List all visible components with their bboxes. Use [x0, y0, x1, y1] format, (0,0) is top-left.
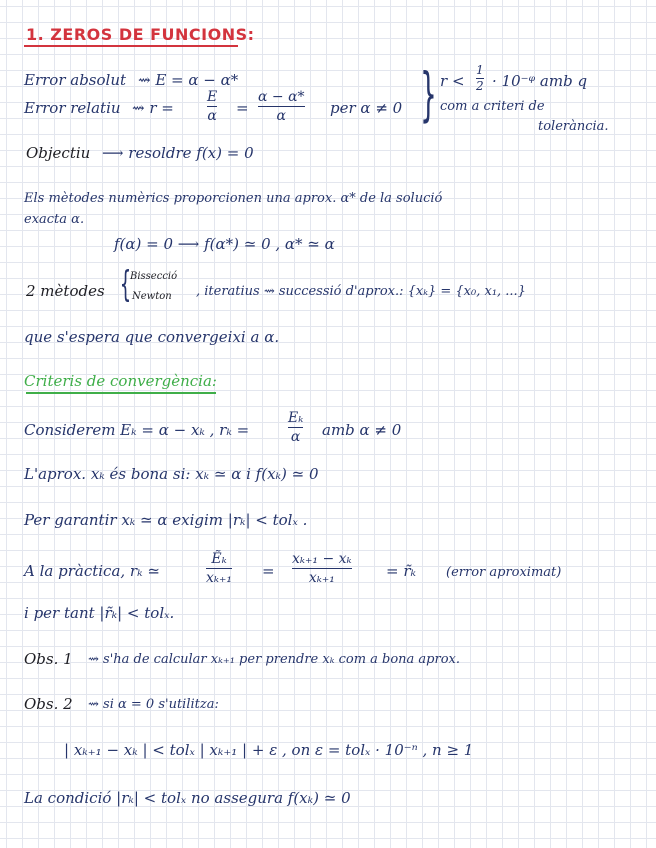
rel-frac-2-den: α: [276, 108, 286, 124]
right-brace-icon: }: [420, 60, 437, 128]
practice-frac-2: [292, 551, 352, 586]
practice-frac-1: [206, 551, 232, 586]
tolerance-line-1-post: · 10⁻ᵠ amb q: [492, 72, 588, 90]
practice-pre: A la pràctica, rₖ ≃: [24, 562, 160, 580]
rel-error-formula: ⇝ r =: [132, 99, 174, 117]
intro-line-1: Els mètodes numèrics proporcionen una aprox. α* de la solució: [24, 191, 443, 206]
objective-label: Objectiu: [26, 144, 91, 162]
obs2-label: Obs. 2: [24, 695, 73, 713]
rel-error-label: Error relatiu: [24, 99, 121, 117]
intro-line-2: exacta α.: [24, 212, 85, 227]
tolerance-line-2: com a criteri de: [440, 99, 545, 114]
section-title: 1. ZEROS DE FUNCIONS:: [26, 25, 255, 44]
practice-note: (error aproximat): [446, 565, 562, 580]
rel-frac-2-num: α − α*: [258, 89, 305, 105]
obs2-text: ⇝ si α = 0 s'utilitza:: [88, 697, 219, 712]
consider-post: amb α ≠ 0: [322, 421, 402, 439]
practice-post: = r̃ₖ: [386, 562, 416, 580]
intro-formula: f(α) = 0 ⟶ f(α*) ≃ 0 , α* ≃ α: [114, 235, 335, 253]
expect-text: que s'espera que convergeixi a α.: [24, 328, 280, 346]
obs1-text: ⇝ s'ha de calcular xₖ₊₁ per prendre xₖ com a bona aprox.: [88, 652, 461, 667]
consider-text: Considerem Eₖ = α − xₖ , rₖ =: [24, 421, 250, 439]
good-approx-text: L'aprox. xₖ és bona si: xₖ ≃ α i f(xₖ) ≃ 0: [24, 465, 319, 483]
rel-frac-1-den: α: [207, 108, 217, 124]
objective-text: ⟶ resoldre f(x) = 0: [102, 144, 254, 162]
tolerance-formula: | xₖ₊₁ − xₖ | < tolₓ | xₖ₊₁ | + ε , on ε = tolₓ · 10⁻ⁿ , n ≥ 1: [64, 741, 474, 759]
practice-frac-1-den: xₖ₊₁: [206, 570, 233, 586]
guarantee-text: Per garantir xₖ ≃ α exigim |rₖ| < tolₓ .: [24, 511, 308, 529]
tolerance-frac-num: 1: [476, 63, 484, 77]
tolerance-frac-den: 2: [476, 79, 484, 93]
left-brace-icon: {: [119, 264, 132, 305]
obs1-label: Obs. 1: [24, 650, 73, 668]
method-item-1: Bissecció: [130, 271, 178, 282]
rel-frac-2: [258, 89, 305, 124]
practice-frac-2-num: xₖ₊₁ − xₖ: [292, 551, 352, 567]
abs-error-label: Error absolut: [24, 71, 127, 89]
consider-frac-num: Eₖ: [288, 410, 304, 426]
tolerance-line-1-pre: r <: [440, 72, 465, 90]
consider-frac: [288, 410, 303, 445]
consider-frac-den: α: [290, 429, 301, 445]
tolerance-line-3: tolerància.: [538, 119, 609, 134]
methods-count: 2 mètodes: [26, 282, 105, 300]
practice-frac-2-den: xₖ₊₁: [308, 570, 335, 586]
method-item-2: Newton: [132, 291, 172, 302]
practice-eq: =: [262, 562, 275, 580]
criteria-underline: [26, 392, 216, 394]
rel-condition: per α ≠ 0: [330, 99, 403, 117]
criteria-title: Criteris de convergència:: [24, 372, 217, 390]
rel-frac-1-num: E: [207, 89, 218, 105]
abs-error-formula: ⇝ E = α − α*: [138, 71, 239, 89]
methods-text: , iteratius ⇝ successió d'aprox.: {xₖ} = {x₀, x₁, ...}: [196, 284, 526, 299]
practice-therefore: i per tant |r̃ₖ| < tolₓ.: [24, 604, 175, 622]
practice-frac-1-num: Ẽₖ: [211, 551, 227, 567]
rel-frac-1: [207, 89, 217, 124]
title-underline: [24, 45, 238, 47]
tolerance-frac: [476, 64, 484, 93]
rel-eq: =: [236, 99, 249, 117]
final-text: La condició |rₖ| < tolₓ no assegura f(xₖ) ≃ 0: [24, 789, 351, 807]
